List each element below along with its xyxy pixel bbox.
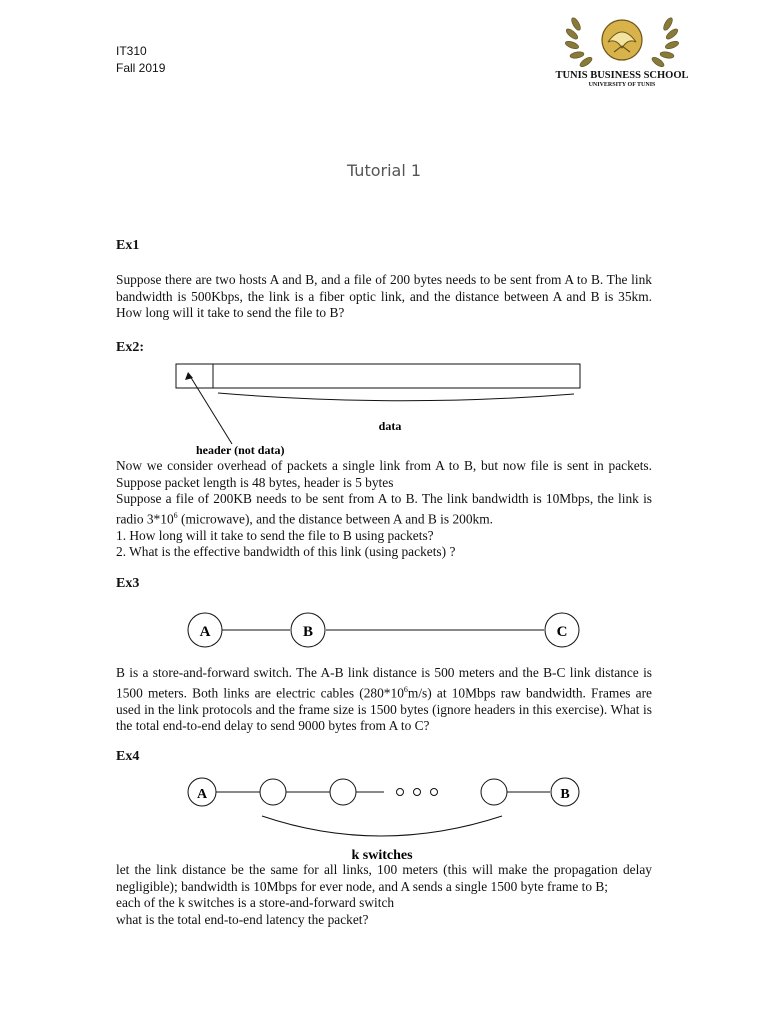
node-a-label: A <box>196 787 208 802</box>
ex4-heading: Ex4 <box>116 749 140 764</box>
ex2-question-1: 1. How long will it take to send the file to B using packets? <box>116 527 434 543</box>
ex4-line3: what is the total end-to-end latency the packet? <box>116 911 369 927</box>
course-info <box>116 43 165 77</box>
data-label: data <box>378 419 402 433</box>
switch-1 <box>260 779 286 805</box>
ellipsis-dot <box>414 789 421 796</box>
switch-2 <box>330 779 356 805</box>
packet-diagram <box>170 358 590 458</box>
school-logo <box>542 8 702 90</box>
header-label: header (not data) <box>196 443 285 457</box>
node-a-label: A <box>199 624 211 640</box>
switches-label: k switches <box>351 848 413 863</box>
ex4-text <box>116 862 652 928</box>
abc-diagram <box>180 606 590 656</box>
switch-k <box>481 779 507 805</box>
ex2-line2: Suppose a file of 200KB needs to be sent from A to B. The link bandwidth is 10Mbps, the link is radio $3*10^6$ (microwave), and the distance between A and B is 200km. <box>116 491 652 527</box>
ex2-question-2: 2. What is the effective bandwidth of this link (using packets) ? <box>116 544 456 560</box>
ex4-line1: let the link distance be the same for all links, 100 meters (this will make the propagation delay negligible); bandwidth is 10Mbps for ever node, and A sends a single 1500 byte frame to B; <box>116 862 652 894</box>
ex2-text <box>116 458 652 561</box>
ex3-text: B is a store-and-forward switch. The A-B link distance is 500 meters and the B-C link distance is 1500 meters. Both links are electric cables $(280*10^6m/s)$ at 10Mbps raw bandwidth. Frames are used in the link protocols and the frame size is 1500 bytes (ignore headers in this exercise). What is the total end-to-end delay to send 9000 bytes from A to C? <box>116 665 652 734</box>
data-brace <box>218 393 574 401</box>
ex3-heading: Ex3 <box>116 576 140 591</box>
course-code: IT310 <box>116 44 147 58</box>
ex2-line1: Now we consider overhead of packets a single link from A to B, but now file is sent in packets. Suppose packet length is 48 bytes, header is 5 bytes <box>116 458 652 490</box>
ex1-text: Suppose there are two hosts A and B, and a file of 200 bytes needs to be sent from A to B. The link bandwidth is 500Kbps, the link is a fiber optic link, and the distance between A and B is 35km. How long will it take to send the file to B? <box>116 272 652 321</box>
switches-brace <box>262 816 502 836</box>
page-title: Tutorial 1 <box>346 161 422 180</box>
node-b-label: B <box>560 787 570 802</box>
packet-box <box>176 364 580 388</box>
ex1-heading: Ex1 <box>116 238 140 253</box>
switch-chain-diagram <box>180 772 590 864</box>
school-name: TUNIS BUSINESS SCHOOL <box>555 70 689 81</box>
course-term: Fall 2019 <box>116 61 166 75</box>
header-arrow <box>190 376 232 444</box>
node-c-label: C <box>556 624 568 640</box>
ellipsis-dot <box>431 789 438 796</box>
ex4-line2: each of the k switches is a store-and-forward switch <box>116 895 395 911</box>
ellipsis-dot <box>397 789 404 796</box>
node-b-label: B <box>302 624 314 640</box>
university-name: UNIVERSITY OF TUNIS <box>588 82 656 88</box>
ex2-heading: Ex2: <box>116 340 144 355</box>
